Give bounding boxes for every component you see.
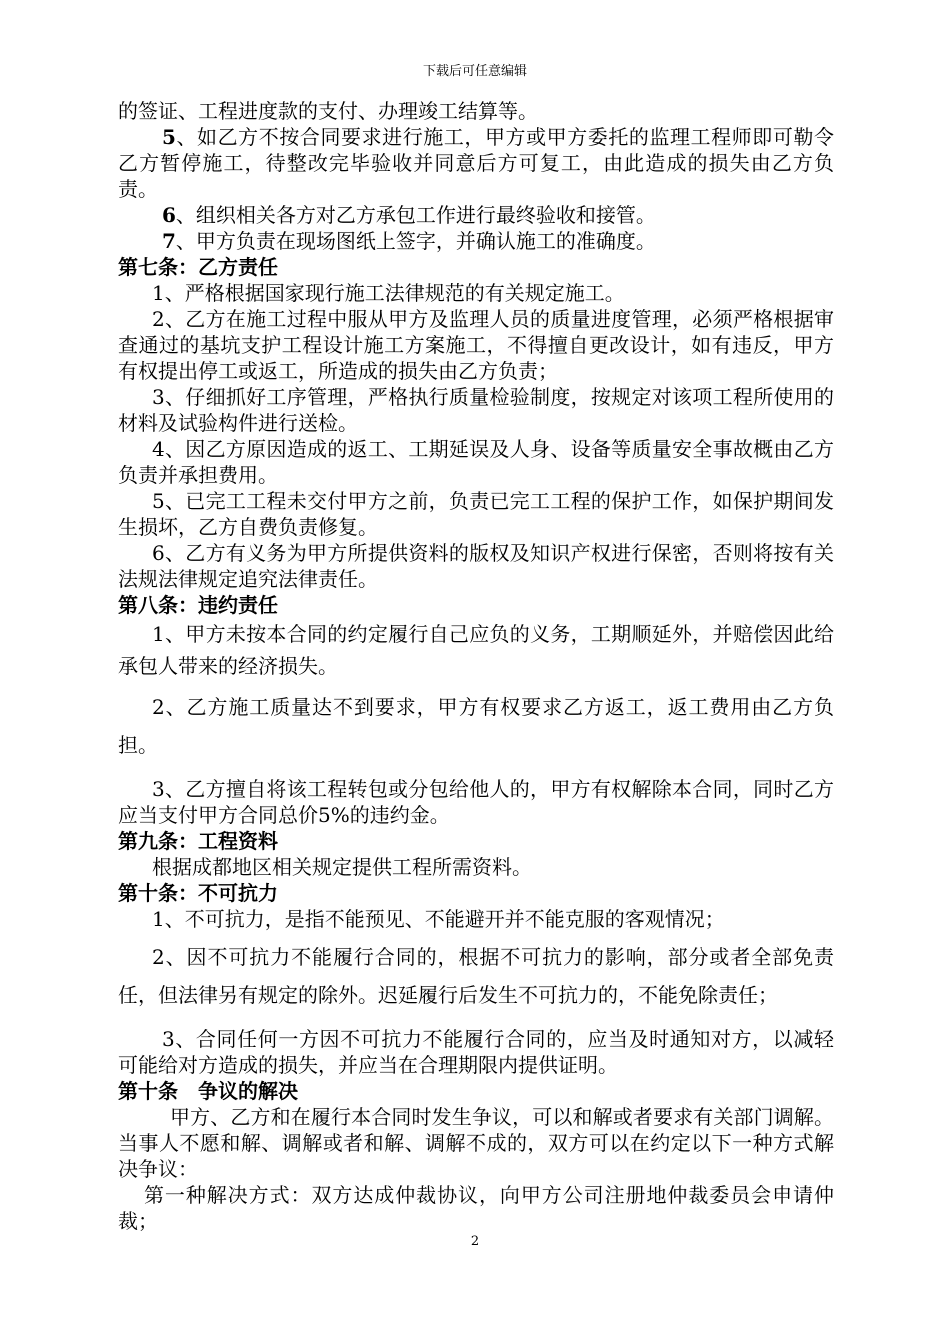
clause-7-item-2: 2、乙方在施工过程中服从甲方及监理人员的质量进度管理，必须严格根据审查通过的基坑支护工程设计施工方案施工，不得擅自更改设计，如有违反，甲方有权提出停工或返工，所造成的损失由乙方负责； [118,307,834,383]
paragraph-continuation: 的签证、工程进度款的支付、办理竣工结算等。 [118,99,538,123]
clause-6-item-5 [118,124,834,202]
clause-11-paragraph-1: 甲方、乙方和在履行本合同时发生争议，可以和解或者要求有关部门调解。当事人不愿和解、调解或者和解、调解不成的，双方可以在约定以下一种方式解决争议： [118,1105,834,1181]
clause-8-item-2: 2、乙方施工质量达不到要求，甲方有权要求乙方返工，返工费用由乙方负担。 [118,695,834,757]
item-text: 、甲方负责在现场图纸上签字，并确认施工的准确度。 [175,229,656,253]
item-text: 、如乙方不按合同要求进行施工，甲方或甲方委托的监理工程师即可勒令乙方暂停施工，待整改完毕验收并同意后方可复工，由此造成的损失由乙方负责。 [118,125,834,201]
clause-6-item-6 [118,202,834,228]
clause-8-item-3: 3、乙方擅自将该工程转包或分包给他人的，甲方有权解除本合同，同时乙方应当支付甲方合同总价5%的违约金。 [118,777,834,827]
clause-7-item-3: 3、仔细抓好工序管理，严格执行质量检验制度，按规定对该项工程所使用的材料及试验构件进行送检。 [118,385,834,435]
clause-7-heading: 第七条：乙方责任 [118,255,278,279]
clause-7-item-6: 6、乙方有义务为甲方所提供资料的版权及知识产权进行保密，否则将按有关法规法律规定追究法律责任。 [118,541,834,591]
clause-8-item-1: 1、甲方未按本合同的约定履行自己应负的义务，工期顺延外，并赔偿因此给承包人带来的经济损失。 [118,622,834,678]
clause-7-item-4: 4、因乙方原因造成的返工、工期延误及人身、设备等质量安全事故概由乙方负责并承担费用。 [118,437,834,487]
clause-11-paragraph-2: 第一种解决方式：双方达成仲裁协议，向甲方公司注册地仲裁委员会申请仲裁； [118,1183,834,1233]
page-number: 2 [470,1234,480,1249]
clause-9-heading: 第九条：工程资料 [118,829,278,853]
clause-10-item-3: 3、合同任何一方因不可抗力不能履行合同的，应当及时通知对方，以减轻可能给对方造成的损失，并应当在合理期限内提供证明。 [118,1027,834,1077]
clause-7-item-5: 5、已完工工程未交付甲方之前，负责已完工工程的保护工作，如保护期间发生损坏，乙方自费负责修复。 [118,489,834,539]
document-body [118,98,834,1234]
clause-9-item-1: 根据成都地区相关规定提供工程所需资料。 [152,855,532,879]
item-number: 5 [162,125,176,149]
clause-10-heading: 第十条：不可抗力 [118,881,278,905]
clause-11-heading: 第十条 争议的解决 [118,1079,298,1103]
page-header: 下载后可任意编辑 [422,64,527,79]
clause-6-item-7 [118,228,834,254]
item-number: 6 [162,203,176,227]
clause-7-item-1: 1、严格根据国家现行施工法律规范的有关规定施工。 [152,281,625,305]
clause-10-item-1: 1、不可抗力，是指不能预见、不能避开并不能克服的客观情况； [152,907,725,931]
item-number: 7 [162,229,176,253]
item-text: 、组织相关各方对乙方承包工作进行最终验收和接管。 [175,203,656,227]
clause-8-heading: 第八条：违约责任 [118,593,278,617]
clause-10-item-2: 2、因不可抗力不能履行合同的，根据不可抗力的影响，部分或者全部免责任，但法律另有规定的除外。迟延履行后发生不可抗力的，不能免除责任； [118,945,834,1007]
